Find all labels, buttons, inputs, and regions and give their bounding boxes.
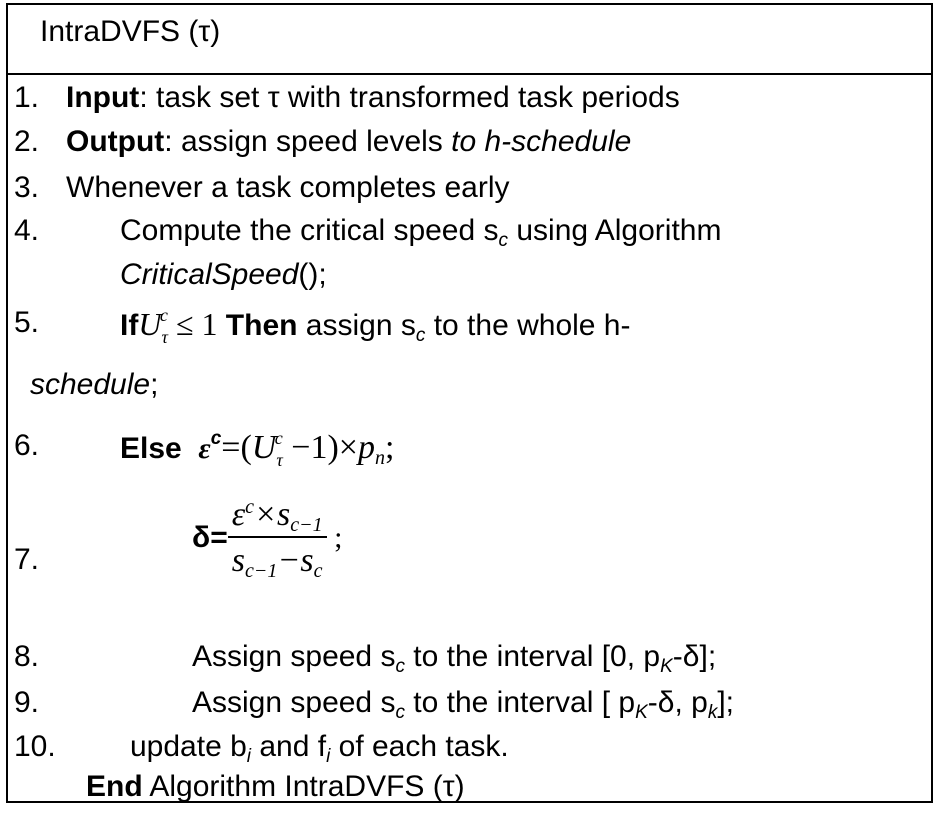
line-number: 3.	[14, 171, 40, 204]
line-output: Output: assign speed levels to h-schedule	[66, 125, 632, 158]
delta-fraction: $\frac{\varepsilon^c\times s_{c-1}}{s_{c-1}-s_c}$	[228, 498, 327, 578]
line-number: 5.	[14, 306, 40, 339]
line-assign-2: Assign speed $s_c$ to the interval [ $p_K-\delta$, $p_k$];	[192, 686, 734, 723]
line-number: 9.	[14, 686, 40, 719]
line-input: Input: task set τ with transformed task periods	[66, 81, 680, 114]
line-number: 10.	[14, 730, 56, 763]
line-number: 1.	[14, 81, 40, 114]
line-critical-speed: CriticalSpeed();	[120, 258, 327, 291]
algorithm-box	[6, 3, 933, 803]
line-whenever: Whenever a task completes early	[66, 171, 510, 204]
algorithm-header	[8, 5, 931, 75]
line-else: Else $\varepsilon^c=(U_\tau^c -1)\times p_n$;	[120, 428, 395, 470]
line-compute: Compute the critical speed $s_c$ using Algorithm	[120, 214, 722, 251]
line-schedule: schedule;	[30, 368, 159, 401]
line-number: 8.	[14, 640, 40, 673]
algorithm-title: IntraDVFS (τ)	[40, 15, 221, 48]
line-if: IfU$_\tau^c$ ≤ 1 Then assign $s_c$ to the whole h-	[120, 305, 631, 347]
line-number: 4.	[14, 214, 40, 247]
line-assign-1: Assign speed $s_c$ to the interval [0, $p_K-\delta$];	[192, 640, 717, 677]
line-number: 7.	[14, 543, 40, 576]
line-number: 2.	[14, 125, 40, 158]
line-delta: δ= $\frac{\varepsilon^c\times s_{c-1}}{s_{c-1}-s_c}$ ;	[192, 496, 343, 582]
line-update: update $b_i$ and $f_i$ of each task.	[130, 730, 509, 767]
line-end: End Algorithm IntraDVFS (τ)	[86, 770, 465, 803]
line-number: 6.	[14, 429, 40, 462]
